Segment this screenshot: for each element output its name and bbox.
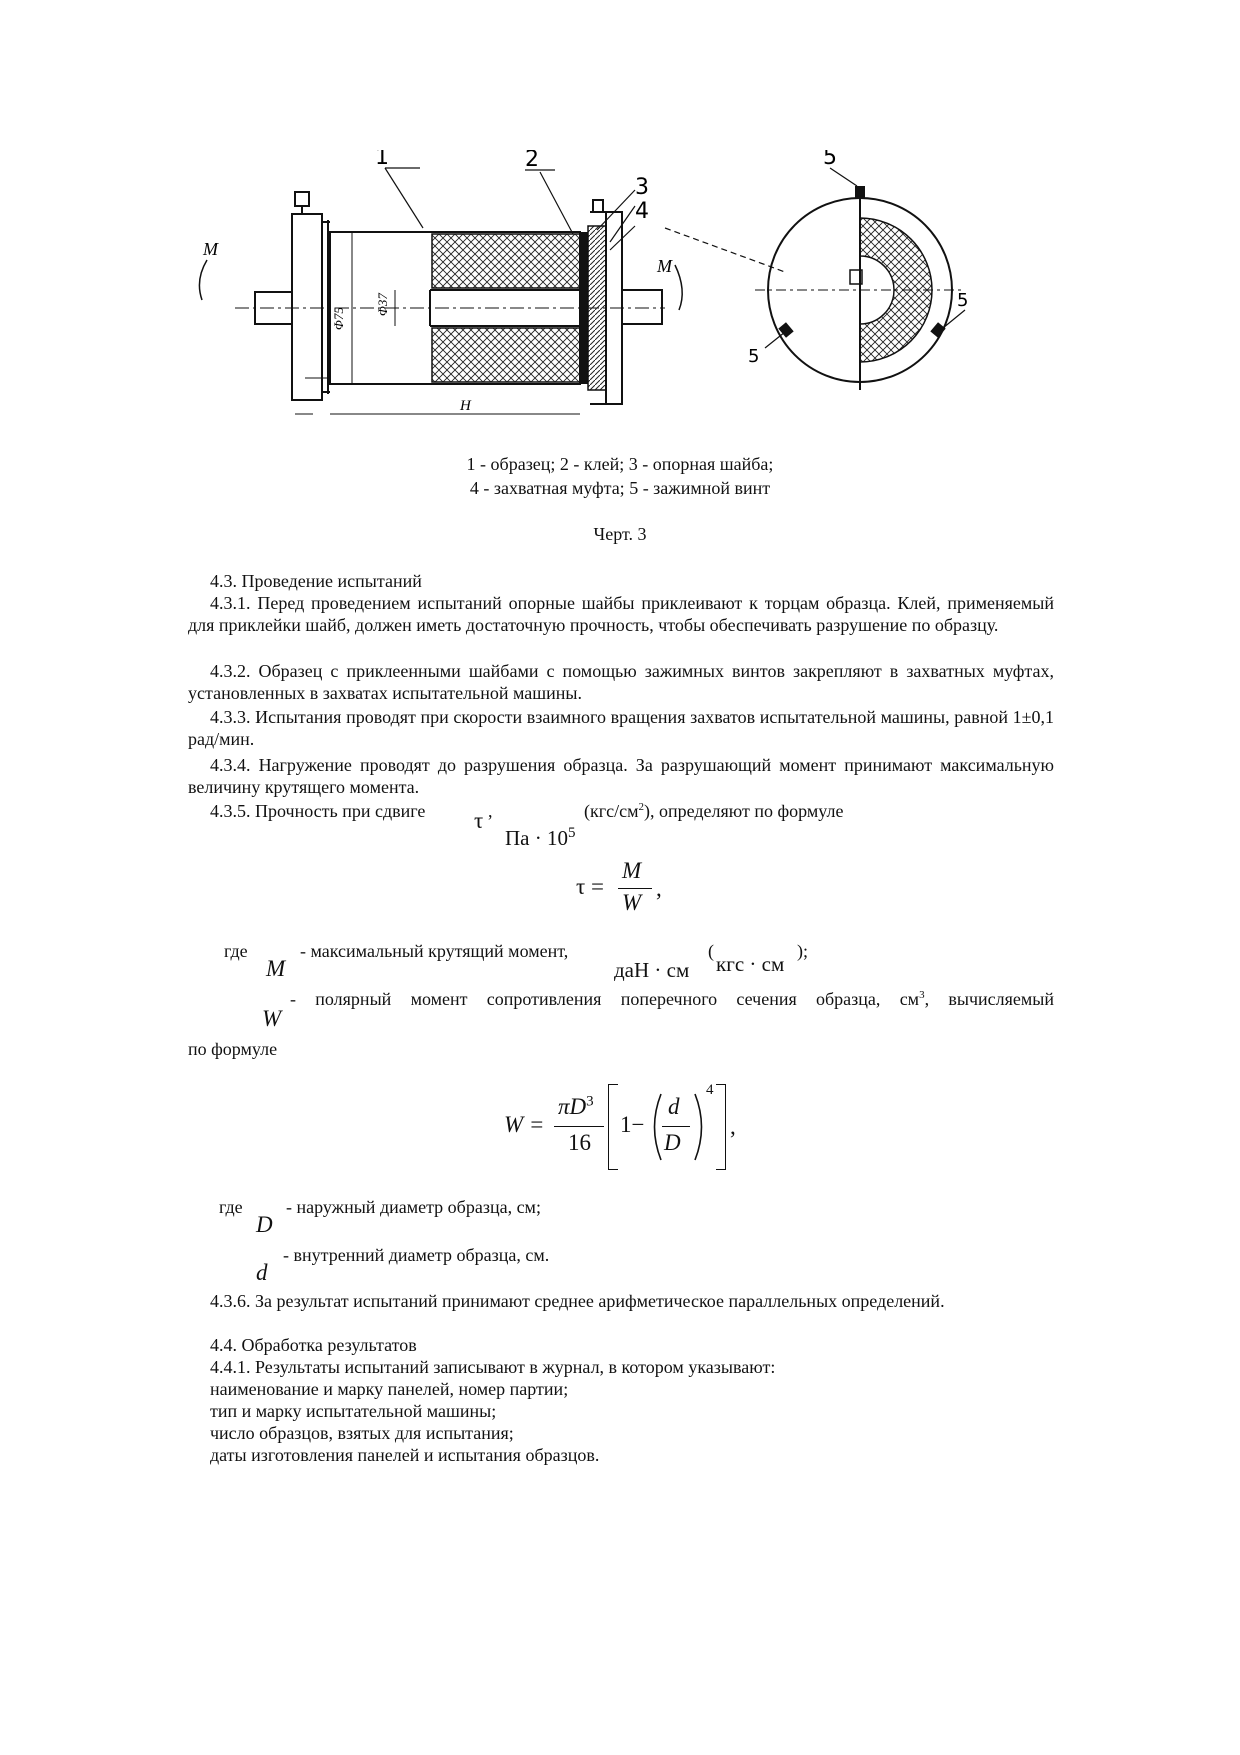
symbol-D: D — [256, 1212, 273, 1237]
list-item: наименование и марку панелей, номер партии; — [210, 1379, 569, 1399]
formula-tau-lhs: τ = — [576, 874, 604, 899]
paragraph-4-3-3: 4.3.3. Испытания проводят при скорости взаимного вращения захватов испытательной машины, равной 1±0,1 рад/мин. — [188, 707, 1054, 749]
unit-kgs-cm: кгс · см — [716, 952, 785, 976]
d-description: - внутренний диаметр образца, см. — [283, 1245, 550, 1265]
technical-drawing — [195, 150, 1115, 450]
paragraph-4-3-1: 4.3.1. Перед проведением испытаний опорные шайбы приклеивают к торцам образца. Клей, применяемый для приклейки шайб, должен иметь достаточную прочность, чтобы обеспечивать разрушение по образцу. — [188, 593, 1054, 635]
unit-dan-cm: даН · см — [614, 958, 690, 982]
fraction-bar — [618, 888, 652, 889]
formula-tau-tail: , — [656, 876, 662, 901]
formula-w-tail: , — [730, 1114, 736, 1139]
one-minus: 1− — [620, 1112, 645, 1137]
symbol-w: W — [262, 1006, 282, 1031]
paragraph-4-3-4: 4.3.4. Нагружение проводят до разрушения образца. За разрушающий момент принимают максимальную величину крутящего момента. — [188, 755, 1054, 797]
m-description: - максимальный крутящий момент, — [300, 941, 569, 961]
where-label-2: где — [219, 1197, 243, 1217]
left-flange — [292, 214, 322, 400]
left-paren — [646, 1092, 664, 1162]
dim-label-inner: Φ37 — [375, 293, 390, 316]
heading-4-3: 4.3. Проведение испытаний — [210, 571, 422, 591]
callout-2: 2 — [525, 150, 539, 172]
figure-caption-line2: 4 - захватная муфта; 5 - зажимной винт — [469, 478, 771, 498]
dim-label-h: H — [460, 398, 471, 414]
callout-5-right: 5 — [957, 290, 969, 311]
formula-w — [500, 1082, 750, 1172]
figure-caption-line1: 1 - образец; 2 - клей; 3 - опорная шайба; — [466, 454, 774, 474]
right-shaft — [622, 290, 662, 324]
comma: , — [488, 801, 493, 821]
moment-label-left: M — [203, 239, 218, 259]
paragraph-4-4-1: 4.4.1. Результаты испытаний записывают в журнал, в котором указывают: — [210, 1357, 776, 1377]
figure-number: Черт. 3 — [593, 524, 647, 544]
heading-4-4: 4.4. Обработка результатов — [210, 1335, 417, 1355]
list-item: даты изготовления панелей и испытания образцов. — [210, 1445, 600, 1465]
formula-w-numerator: $\pi D^3$ — [558, 1093, 594, 1119]
D-description: - наружный диаметр образца, см; — [286, 1197, 541, 1217]
left-screw-head — [295, 192, 309, 206]
dim-label-outer: Φ75 — [331, 307, 346, 330]
inner-bar — [662, 1126, 690, 1127]
callout-5-left: 5 — [748, 346, 760, 367]
formula-w-lhs: W = — [504, 1112, 545, 1137]
support-washer — [588, 226, 606, 390]
list-item: тип и марку испытательной машины; — [210, 1401, 497, 1421]
callout-4: 4 — [635, 199, 649, 224]
moment-label-right: M — [657, 256, 672, 276]
foam-lower — [432, 328, 580, 382]
right-paren — [692, 1092, 710, 1162]
tau-symbol: τ — [474, 808, 484, 833]
paragraph-4-3-6: 4.3.6. За результат испытаний принимают среднее арифметическое параллельных определений. — [210, 1291, 945, 1311]
callout-1: 1 — [375, 150, 389, 170]
formula-w-denominator: 16 — [568, 1130, 591, 1155]
paren-close: ); — [797, 941, 808, 961]
symbol-m: M — [266, 956, 286, 981]
symbol-d: d — [256, 1260, 268, 1285]
paragraph-4-3-5-end: $(кгс/см^2)$, определяют по формуле — [584, 801, 844, 821]
end-screw-right — [930, 322, 945, 338]
left-bracket — [608, 1084, 618, 1170]
w-description: - полярный момент сопротивления поперечного сечения образца, $см^3$, вычисляемый — [290, 989, 1054, 1009]
formula-tau — [576, 856, 686, 920]
glue-layer — [580, 232, 588, 384]
inner-exponent: 4 — [706, 1082, 714, 1098]
where-label-1: где — [224, 941, 248, 961]
formula-w-bar — [554, 1126, 604, 1127]
list-item: число образцов, взятых для испытания; — [210, 1423, 514, 1443]
formula-tau-numerator: M — [622, 858, 642, 883]
paragraph-4-3-2: 4.3.2. Образец с приклеенными шайбами с помощью зажимных винтов закрепляют в захватных муфтах, установленных в захватах испытательной машины. — [188, 661, 1054, 703]
by-formula: по формуле — [188, 1039, 278, 1059]
end-screw-top — [855, 186, 865, 198]
paragraph-4-3-5-start: 4.3.5. Прочность при сдвиге — [210, 801, 426, 821]
inner-denominator: D — [664, 1130, 681, 1155]
pascal-unit: Па · $10^5$ — [505, 825, 576, 850]
right-screw-head — [593, 200, 603, 212]
inner-numerator: d — [668, 1094, 680, 1119]
formula-tau-denominator: W — [622, 890, 642, 915]
callout-5-top: 5 — [823, 150, 837, 170]
right-bracket — [716, 1084, 726, 1170]
callout-3: 3 — [635, 175, 649, 200]
drawing-svg — [195, 150, 1115, 450]
paren-open: ( — [708, 941, 714, 961]
foam-upper — [432, 234, 580, 288]
